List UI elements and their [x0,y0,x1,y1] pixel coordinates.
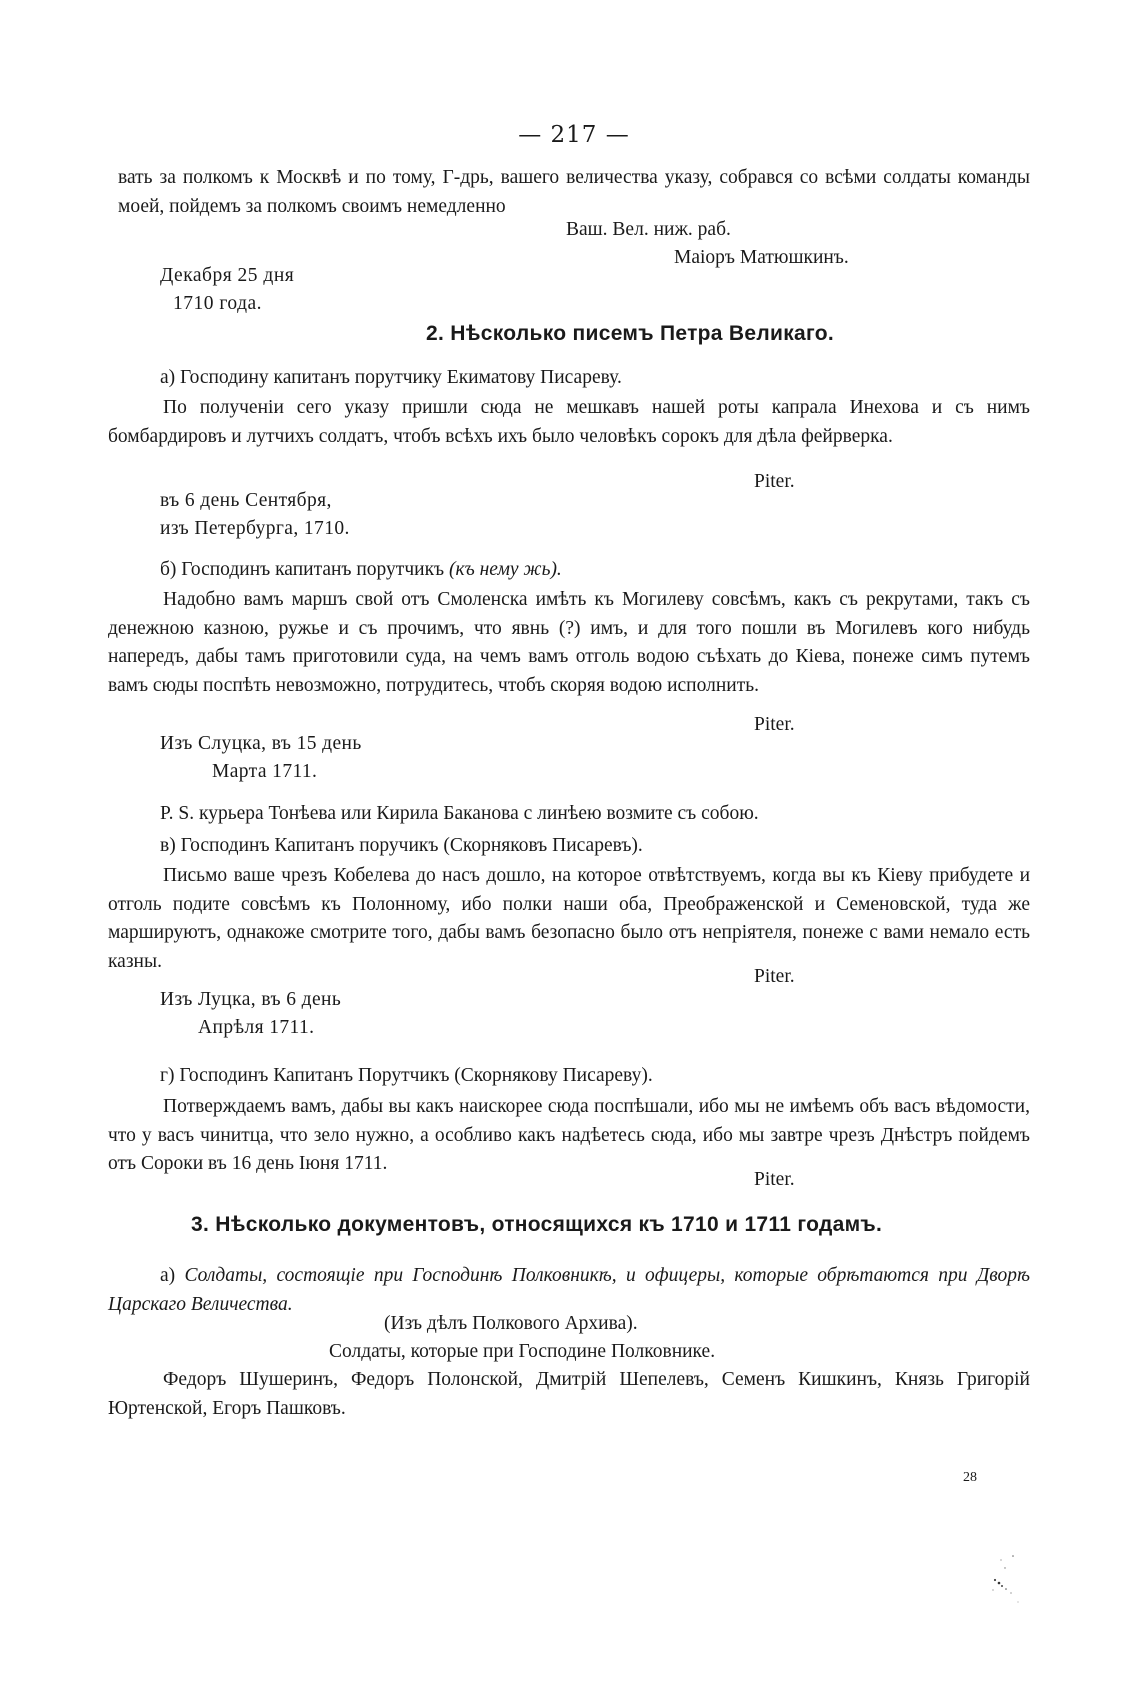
letter-a-date-line2: изъ Петербурга, 1710. [160,518,350,539]
letter-a-date-line1: въ 6 день Сентября, [160,490,332,511]
page-number: — 217 — [518,122,630,148]
intro-paragraph: вать за полкомъ к Москвѣ и по тому, Г-дрь, вашего величества указу, собрався со всѣми солдаты команды моей, пойдемъ за полкомъ своимъ немедленно [118,167,1030,217]
letter-b-date-line2: Марта 1711. [212,761,318,782]
intro-signature: Маіоръ Матюшкинъ. [674,247,849,268]
letter-b-signature: Piter. [754,714,795,735]
letter-g-head: г) Господинъ Капитанъ Порутчикъ (Скорнякову Писареву). [160,1065,653,1086]
letter-b-head-text: б) Господинъ капитанъ порутчикъ [160,559,445,580]
section3-item-a-label: а) [160,1265,176,1286]
section3-names: Федоръ Шушеринъ, Федоръ Полонской, Дмитрій Шепелевъ, Семенъ Кишкинъ, Князь Григорій Юртенской, Егоръ Пашковъ. [108,1369,1030,1419]
section3-item-a-title: Солдаты, состоящіе при Господинѣ Полковникѣ, и офицеры, которые обрѣтаются при Дворѣ Царскаго Величества. [108,1265,1030,1315]
document-page [108,0,1030,1686]
section3-source: (Изъ дѣлъ Полкового Архива). [384,1313,638,1334]
section2-heading: 2. Нѣсколько писемъ Петра Великаго. [426,322,835,345]
intro-date-line2: 1710 года. [173,293,263,314]
letter-a-head [160,364,622,393]
intro-date-line1: Декабря 25 дня [160,265,295,286]
letter-a-signature: Piter. [754,471,795,492]
letter-a-body: По полученіи сего указу пришли сюда не мешкавъ нашей роты капрала Инехова и съ нимъ бомбардировъ и лутчихъ солдатъ, чтобъ всѣхъ ихъ было человѣкъ сорокъ для дѣла фейрверка. [108,397,1030,447]
letter-v-head: в) Господинъ Капитанъ поручикъ (Скорняковъ Писаревъ). [160,835,643,856]
letter-b-postscript: P. S. курьера Тонѣева или Кирила Баканова с линѣею возмите съ собою. [160,803,759,824]
letter-a-head-text: а) Господину капитанъ порутчику Екиматову Писареву. [160,367,622,388]
letter-b-date-line1: Изъ Слуцка, въ 15 день [160,733,362,754]
letter-g-body: Потверждаемъ вамъ, дабы вы какъ наискорее сюда поспѣшали, ибо мы не имѣемъ объ васъ вѣдомости, что у васъ чинитца, что зело нужно, а особливо какъ надѣетесь сюда, ибо мы завтре чрезъ Днѣстръ пойдемъ отъ Сороки въ 16 день Іюня 1711. [108,1096,1030,1174]
section3-heading: 3. Нѣсколько документовъ, относящихся къ 1710 и 1711 годамъ. [191,1213,883,1236]
catchword: 28 [963,1470,977,1485]
letter-v-body: Письмо ваше чрезъ Кобелева до насъ дошло, на которое отвѣтствуемъ, когда вы къ Кіеву прибудете и отголь подите совсѣмъ къ Полонному, ибо полки наши оба, Преображенской и Семеновской, туда же маршируютъ, однакоже смотрите того, дабы вамъ безопасно было отъ непріятеля, понеже с вами немало есть казны. [108,865,1030,972]
intro-closing: Ваш. Вел. ниж. раб. [566,219,731,240]
letter-g-signature: Piter. [754,1169,795,1190]
paper-specks [983,1550,1043,1630]
letter-b-head [160,556,562,585]
section3-subtitle: Солдаты, которые при Господине Полковнике. [329,1341,716,1362]
letter-v-date-line1: Изъ Луцка, въ 6 день [160,989,342,1010]
letter-v-signature: Piter. [754,966,795,987]
letter-b-body: Надобно вамъ маршъ свой отъ Смоленска имѣть къ Могилеву совсѣмъ, какъ съ рекрутами, такъ съ денежною казною, ружье и съ прочимъ, что явнь (?) имъ, и для того пошли въ Могилевъ кого нибудь напередъ, дабы тамъ приготовили суда, на чемъ вамъ отголь водою съѣхать до Кіева, понеже симъ путемъ вамъ сюды поспѣть невозможно, потрудитесь, чтобъ скоряя водою исполнить. [108,589,1030,696]
letter-v-date-line2: Апрѣля 1711. [198,1017,315,1038]
letter-b-head-italic: (къ нему жь). [449,559,562,580]
